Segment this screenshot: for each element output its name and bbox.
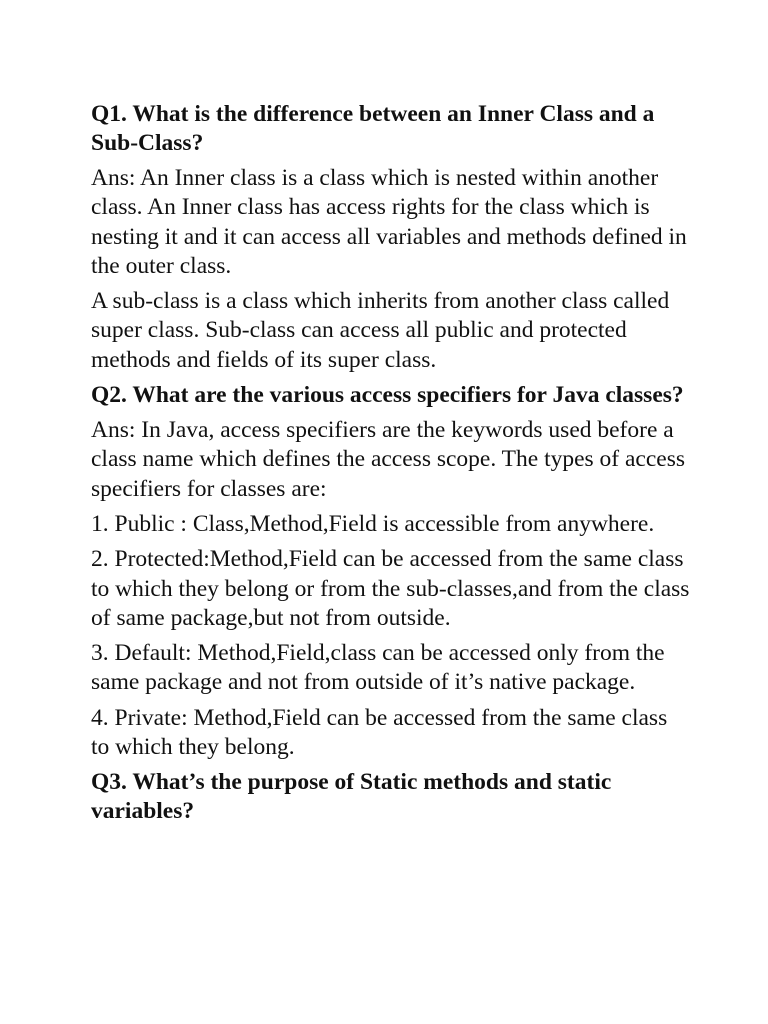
answer-1-paragraph-inner-class: Ans: An Inner class is a class which is nested within another class. An Inner class has access rights for the class which is nesting it and it can access all variables and methods defined in the outer class.	[91, 165, 687, 279]
question-3-heading: Q3. What’s the purpose of Static methods and static variables?	[91, 769, 612, 825]
access-specifier-protected: 2. Protected:Method,Field can be accessed from the same class to which they belong or from the sub-classes,and from the class of same package,but not from outside.	[91, 546, 690, 631]
question-2-heading: Q2. What are the various access specifiers for Java classes?	[91, 382, 684, 409]
question-1-heading: Q1. What is the difference between an Inner Class and a Sub-Class?	[91, 101, 655, 156]
document-page	[91, 100, 691, 832]
answer-1-paragraph-sub-class: A sub-class is a class which inherits from another class called super class. Sub-class can access all public and protected methods and fields of its super class.	[91, 288, 670, 373]
access-specifier-public: 1. Public : Class,Method,Field is accessible from anywhere.	[91, 510, 655, 537]
answer-2-intro-paragraph: Ans: In Java, access specifiers are the keywords used before a class name which defines the access scope. The types of access specifiers for classes are:	[91, 417, 686, 502]
access-specifier-default: 3. Default: Method,Field,class can be accessed only from the same package and not from outside of it’s native package.	[91, 640, 665, 696]
access-specifier-private: 4. Private: Method,Field can be accessed from the same class to which they belong.	[91, 704, 668, 761]
